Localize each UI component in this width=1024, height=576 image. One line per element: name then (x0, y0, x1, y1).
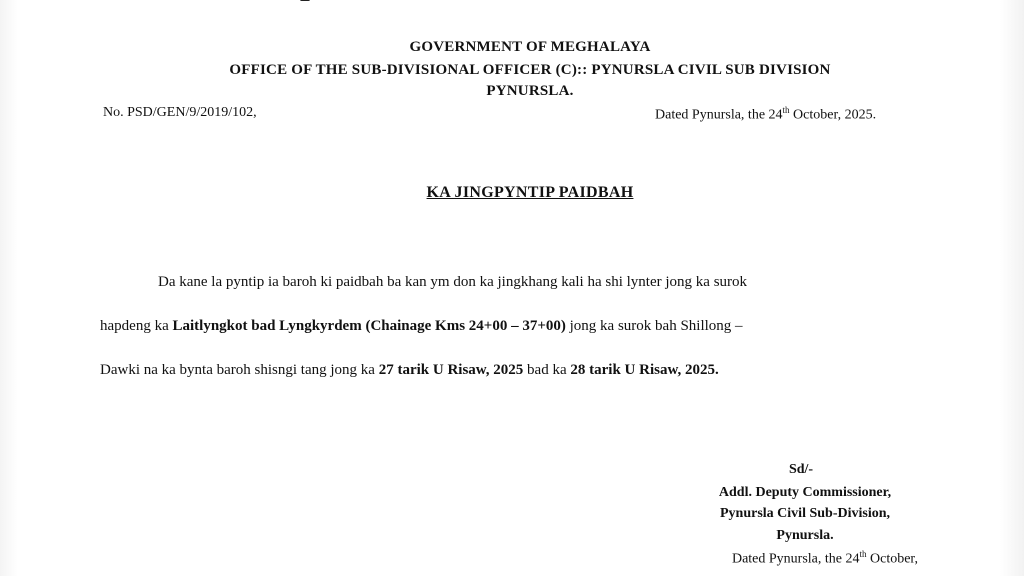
signature-date-suffix: October, (866, 551, 919, 567)
header-government: GOVERNMENT OF MEGHALAYA (409, 39, 651, 55)
body-line-3-start: Dawki na ka bynta baroh shisngi tang jong ka (100, 362, 379, 378)
reference-date-prefix: Dated Pynursla, the 24 (655, 107, 783, 123)
body-line-3-middle: bad ka (523, 362, 571, 378)
reference-date (655, 105, 876, 124)
road-stretch: Laitlyngkot bad Lyngkyrdem (Chainage Kms 24+00 – 37+00) (172, 318, 566, 334)
top-edge-mark (300, 0, 360, 4)
reference-number: No. PSD/GEN/9/2019/102, (103, 105, 257, 120)
header-office: OFFICE OF THE SUB-DIVISIONAL OFFICER (C):: PYNURSLA CIVIL SUB DIVISION (229, 62, 831, 78)
notice-title: KA JINGPYNTIP PAIDBAH (426, 184, 634, 201)
body-line-1: Da kane la pyntip ia baroh ki paidbah ba kan ym don ka jingkhang kali ha shi lynter jong ka surok (158, 274, 748, 290)
body-line-2-start: hapdeng ka (100, 318, 173, 334)
body-line-2 (100, 318, 743, 335)
signature-office: Pynursla Civil Sub-Division, (720, 506, 890, 521)
body-line-3 (100, 362, 719, 379)
closure-date-1: 27 tarik U Risaw, 2025 (378, 362, 524, 378)
reference-date-sup: th (782, 105, 790, 115)
body-line-2-end: jong ka surok bah Shillong – (565, 318, 743, 334)
header-place: PYNURSLA. (486, 83, 574, 99)
signature-date (660, 549, 990, 568)
reference-date-suffix: October, 2025. (789, 107, 877, 123)
closure-date-2: 28 tarik U Risaw, 2025. (570, 362, 719, 378)
signature-date-prefix: Dated Pynursla, the 24 (731, 551, 860, 567)
signature-date-sup: th (859, 549, 867, 559)
signature-place: Pynursla. (776, 528, 834, 543)
signature-sd: Sd/- (788, 462, 814, 477)
signature-designation: Addl. Deputy Commissioner, (718, 485, 892, 500)
